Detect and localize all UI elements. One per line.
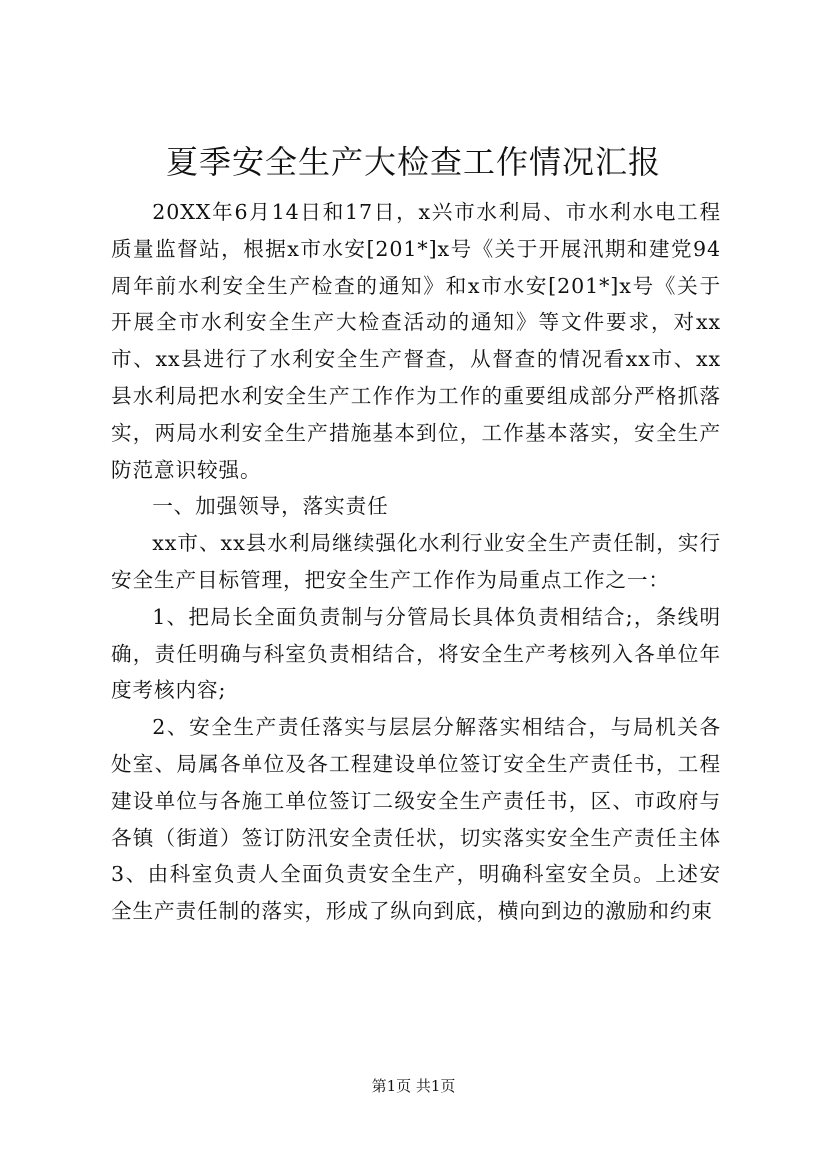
list-item-2: 2、安全生产责任落实与层层分解落实相结合，与局机关各处室、局属各单位及各工程建设单位签订安全生产责任书，工程建设单位与各施工单位签订二级安全生产责任书，区、市政府与各镇（街道）签订防汛安全责任状，切实落实安全生产责任主体3、由科室负责人全面负责安全生产，明确科室安全员。上述安全生产责任制的落实，形成了纵向到底，横向到边的激励和约束	[111, 715, 721, 924]
section-heading: 一、加强领导，落实责任	[152, 494, 389, 519]
paragraph-intro: 20XX年6月14日和17日，x兴市水利局、市水利水电工程质量监督站，根据x市水安[201*]x号《关于开展汛期和建党94周年前水利安全生产检查的通知》和x市水安[201*]x号《关于开展全市水利安全生产大检查活动的通知》等文件要求，对xx市、xx县进行了水利安全生产督查，从督查的情况看xx市、xx县水利局把水利安全生产工作作为工作的重要组成部分严格抓落实，两局水利安全生产措施基本到位，工作基本落实，安全生产防范意识较强。	[111, 200, 721, 482]
list-item-1: 1、把局长全面负责制与分管局长具体负责相结合;，条线明确，责任明确与科室负责相结合，将安全生产考核列入各单位年度考核内容;	[111, 604, 721, 703]
page-number-footer: 第1页 共1页	[371, 1077, 456, 1095]
document-title: 夏季安全生产大检查工作情况汇报	[165, 143, 661, 181]
paragraph-responsibility: xx市、xx县水利局继续强化水利行业安全生产责任制，实行安全生产目标管理，把安全生产工作作为局重点工作之一：	[111, 531, 721, 592]
document-body	[111, 194, 721, 930]
